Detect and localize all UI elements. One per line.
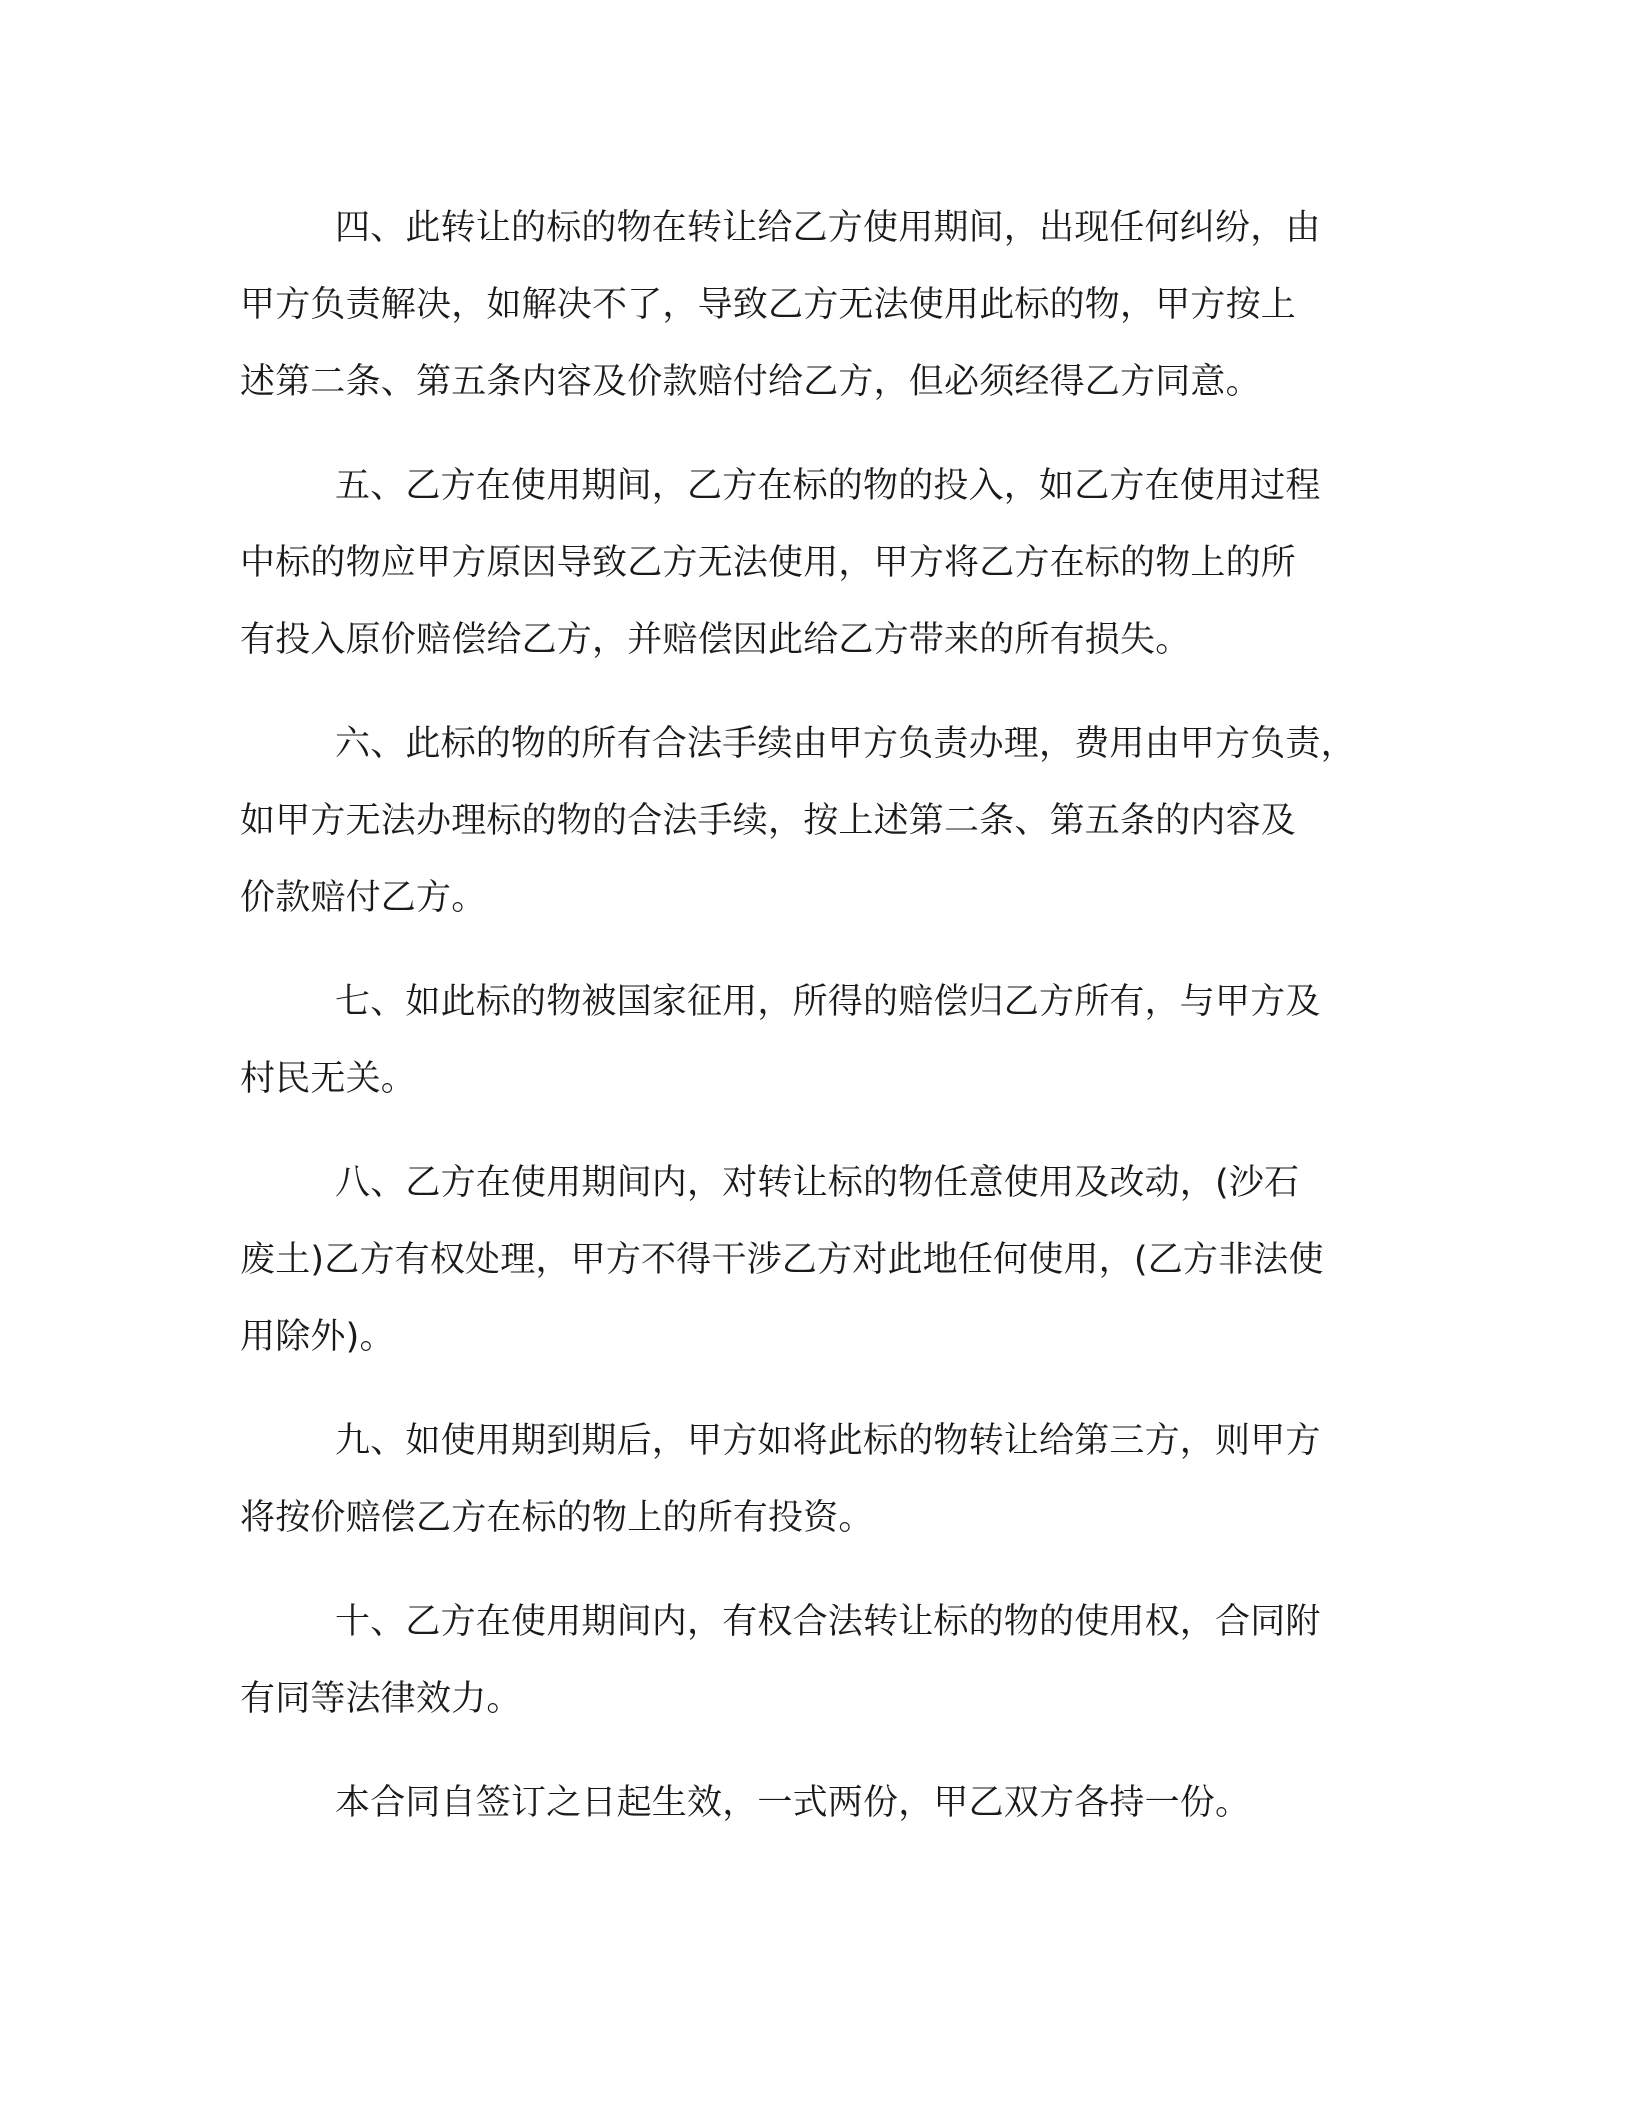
document-body [240,190,1400,1869]
clause-4: 四、此转让的标的物在转让给乙方使用期间，出现任何纠纷，由 甲方负责解决，如解决不了，导致乙方无法使用此标的物，甲方按上 述第二条、第五条内容及价款赔付给乙方，但必须经得乙方同意。 [240,208,1321,402]
clause-8: 八、乙方在使用期间内，对转让标的物任意使用及改动，(沙石 废土)乙方有权处理，甲方不得干涉乙方对此地任何使用，(乙方非法使 用除外)。 [240,1163,1324,1357]
closing-statement: 本合同自签订之日起生效，一式两份，甲乙双方各持一份。 [335,1783,1251,1823]
clause-5: 五、乙方在使用期间，乙方在标的物的投入，如乙方在使用过程 中标的物应甲方原因导致乙方无法使用，甲方将乙方在标的物上的所 有投入原价赔偿给乙方，并赔偿因此给乙方带来的所有损失。 [240,466,1321,660]
clause-10: 十、乙方在使用期间内，有权合法转让标的物的使用权，合同附 有同等法律效力。 [240,1602,1321,1719]
clause-6: 六、此标的物的所有合法手续由甲方负责办理，费用由甲方负责， 如甲方无法办理标的物的合法手续，按上述第二条、第五条的内容及 价款赔付乙方。 [240,724,1356,918]
clause-9: 九、如使用期到期后，甲方如将此标的物转让给第三方，则甲方 将按价赔偿乙方在标的物上的所有投资。 [240,1421,1321,1538]
clause-7: 七、如此标的物被国家征用，所得的赔偿归乙方所有，与甲方及 村民无关。 [240,982,1321,1099]
